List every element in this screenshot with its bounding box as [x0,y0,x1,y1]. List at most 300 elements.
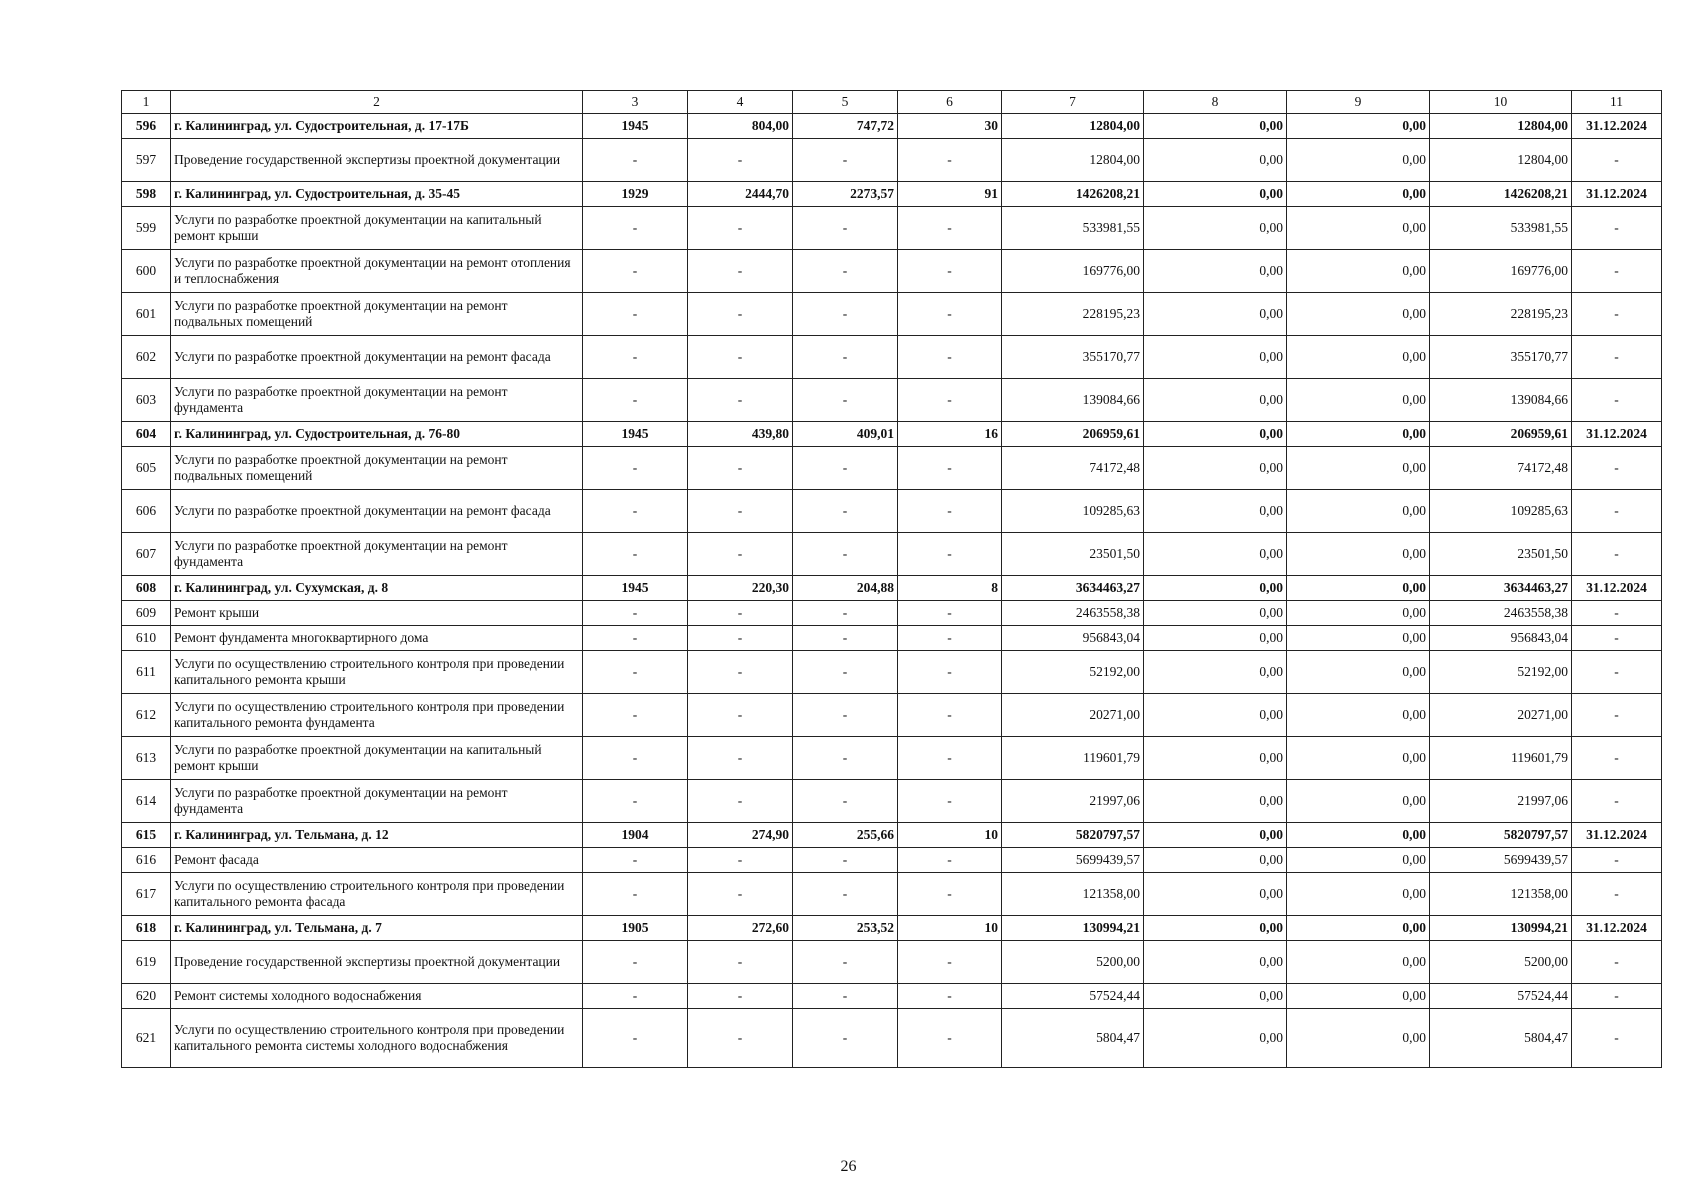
col-3-cell: - [583,447,688,490]
col-6-cell: - [898,651,1002,694]
col-10-cell: 1426208,21 [1430,182,1572,207]
col-10-cell: 121358,00 [1430,873,1572,916]
col-5-cell: 747,72 [793,114,898,139]
col-7-cell: 139084,66 [1002,379,1144,422]
row-number: 603 [122,379,171,422]
column-header-6: 6 [898,91,1002,114]
col-9-cell: 0,00 [1287,336,1430,379]
col-5-cell: - [793,601,898,626]
col-8-cell: 0,00 [1144,293,1287,336]
col-11-cell: - [1572,737,1662,780]
work-description: Услуги по разработке проектной документации на ремонт отопления и теплоснабжения [171,250,583,293]
col-11-cell: 31.12.2024 [1572,576,1662,601]
page-number: 26 [840,1158,857,1175]
row-number: 605 [122,447,171,490]
col-10-cell: 139084,66 [1430,379,1572,422]
column-header-7: 7 [1002,91,1144,114]
col-11-cell: - [1572,694,1662,737]
row-number: 621 [122,1009,171,1068]
col-4-cell: 272,60 [688,916,793,941]
col-9-cell: 0,00 [1287,941,1430,984]
col-10-cell: 5820797,57 [1430,823,1572,848]
col-4-cell: - [688,447,793,490]
table-body [122,114,1662,1068]
col-8-cell: 0,00 [1144,422,1287,447]
col-8-cell: 0,00 [1144,941,1287,984]
col-9-cell: 0,00 [1287,447,1430,490]
col-9-cell: 0,00 [1287,422,1430,447]
col-5-cell: - [793,336,898,379]
col-4-cell: - [688,941,793,984]
col-7-cell: 23501,50 [1002,533,1144,576]
column-header-8: 8 [1144,91,1287,114]
row-number: 596 [122,114,171,139]
work-description: г. Калининград, ул. Тельмана, д. 7 [171,916,583,941]
col-6-cell: - [898,694,1002,737]
col-8-cell: 0,00 [1144,490,1287,533]
work-item-row [122,737,1662,780]
col-8-cell: 0,00 [1144,250,1287,293]
col-5-cell: - [793,873,898,916]
col-9-cell: 0,00 [1287,576,1430,601]
col-10-cell: 533981,55 [1430,207,1572,250]
col-10-cell: 355170,77 [1430,336,1572,379]
row-number: 617 [122,873,171,916]
col-4-cell: - [688,737,793,780]
col-5-cell: - [793,984,898,1009]
col-11-cell: - [1572,1009,1662,1068]
col-7-cell: 228195,23 [1002,293,1144,336]
row-number: 611 [122,651,171,694]
work-description: Услуги по разработке проектной документации на ремонт подвальных помещений [171,293,583,336]
col-7-cell: 52192,00 [1002,651,1144,694]
work-item-row [122,250,1662,293]
col-10-cell: 5200,00 [1430,941,1572,984]
work-item-row [122,293,1662,336]
col-8-cell: 0,00 [1144,848,1287,873]
col-6-cell: - [898,207,1002,250]
col-10-cell: 23501,50 [1430,533,1572,576]
col-11-cell: - [1572,780,1662,823]
col-9-cell: 0,00 [1287,873,1430,916]
col-10-cell: 169776,00 [1430,250,1572,293]
work-description: Ремонт фасада [171,848,583,873]
col-11-cell: - [1572,651,1662,694]
col-3-cell: - [583,250,688,293]
col-7-cell: 130994,21 [1002,916,1144,941]
col-8-cell: 0,00 [1144,823,1287,848]
col-3-cell: - [583,601,688,626]
col-9-cell: 0,00 [1287,293,1430,336]
column-header-11: 11 [1572,91,1662,114]
col-5-cell: 204,88 [793,576,898,601]
col-3-cell: - [583,293,688,336]
col-7-cell: 21997,06 [1002,780,1144,823]
work-description: Услуги по разработке проектной документации на капитальный ремонт крыши [171,207,583,250]
col-3-cell: 1929 [583,182,688,207]
row-number: 618 [122,916,171,941]
col-9-cell: 0,00 [1287,1009,1430,1068]
col-6-cell: - [898,780,1002,823]
col-11-cell: 31.12.2024 [1572,823,1662,848]
col-11-cell: - [1572,533,1662,576]
row-number: 613 [122,737,171,780]
column-header-9: 9 [1287,91,1430,114]
address-row [122,823,1662,848]
col-6-cell: - [898,737,1002,780]
col-4-cell: 274,90 [688,823,793,848]
col-5-cell: - [793,737,898,780]
col-9-cell: 0,00 [1287,139,1430,182]
col-4-cell: - [688,533,793,576]
col-11-cell: - [1572,873,1662,916]
work-item-row [122,694,1662,737]
col-6-cell: 91 [898,182,1002,207]
col-4-cell: - [688,984,793,1009]
col-3-cell: - [583,533,688,576]
col-10-cell: 20271,00 [1430,694,1572,737]
col-11-cell: - [1572,379,1662,422]
work-description: Услуги по разработке проектной документации на ремонт фасада [171,336,583,379]
col-3-cell: 1945 [583,114,688,139]
col-9-cell: 0,00 [1287,626,1430,651]
col-3-cell: - [583,379,688,422]
col-5-cell: - [793,626,898,651]
col-9-cell: 0,00 [1287,250,1430,293]
col-4-cell: - [688,601,793,626]
col-4-cell: - [688,1009,793,1068]
col-9-cell: 0,00 [1287,984,1430,1009]
column-header-5: 5 [793,91,898,114]
col-7-cell: 355170,77 [1002,336,1144,379]
col-10-cell: 130994,21 [1430,916,1572,941]
col-3-cell: - [583,626,688,651]
work-description: Услуги по разработке проектной документации на ремонт фундамента [171,379,583,422]
col-5-cell: - [793,694,898,737]
col-6-cell: - [898,139,1002,182]
col-3-cell: - [583,490,688,533]
work-item-row [122,490,1662,533]
work-item-row [122,336,1662,379]
work-description: г. Калининград, ул. Судостроительная, д. 76-80 [171,422,583,447]
column-number-header-row [122,91,1662,114]
col-8-cell: 0,00 [1144,447,1287,490]
col-11-cell: - [1572,336,1662,379]
col-3-cell: - [583,984,688,1009]
col-5-cell: - [793,250,898,293]
col-7-cell: 121358,00 [1002,873,1144,916]
row-number: 604 [122,422,171,447]
col-6-cell: - [898,1009,1002,1068]
col-3-cell: - [583,873,688,916]
row-number: 620 [122,984,171,1009]
work-description: Проведение государственной экспертизы проектной документации [171,941,583,984]
work-item-row [122,984,1662,1009]
col-9-cell: 0,00 [1287,916,1430,941]
col-5-cell: 409,01 [793,422,898,447]
col-4-cell: - [688,207,793,250]
col-10-cell: 228195,23 [1430,293,1572,336]
col-7-cell: 5804,47 [1002,1009,1144,1068]
row-number: 610 [122,626,171,651]
address-row [122,182,1662,207]
row-number: 615 [122,823,171,848]
col-5-cell: - [793,490,898,533]
work-item-row [122,139,1662,182]
col-11-cell: 31.12.2024 [1572,182,1662,207]
col-11-cell: 31.12.2024 [1572,114,1662,139]
work-description: Услуги по осуществлению строительного контроля при проведении капитального ремонта крыши [171,651,583,694]
capital-repair-table [121,90,1662,1068]
col-5-cell: - [793,207,898,250]
col-5-cell: - [793,447,898,490]
row-number: 609 [122,601,171,626]
col-7-cell: 956843,04 [1002,626,1144,651]
work-item-row [122,651,1662,694]
col-6-cell: 30 [898,114,1002,139]
col-11-cell: - [1572,447,1662,490]
row-number: 599 [122,207,171,250]
col-5-cell: 253,52 [793,916,898,941]
col-11-cell: - [1572,250,1662,293]
work-item-row [122,780,1662,823]
work-description: Услуги по разработке проектной документации на ремонт фасада [171,490,583,533]
col-11-cell: - [1572,139,1662,182]
col-9-cell: 0,00 [1287,848,1430,873]
col-6-cell: - [898,984,1002,1009]
address-row [122,422,1662,447]
col-6-cell: - [898,601,1002,626]
row-number: 614 [122,780,171,823]
col-7-cell: 3634463,27 [1002,576,1144,601]
col-8-cell: 0,00 [1144,984,1287,1009]
col-11-cell: - [1572,207,1662,250]
work-description: г. Калининград, ул. Судостроительная, д. 35-45 [171,182,583,207]
col-9-cell: 0,00 [1287,207,1430,250]
col-8-cell: 0,00 [1144,1009,1287,1068]
col-5-cell: - [793,1009,898,1068]
work-item-row [122,447,1662,490]
col-11-cell: - [1572,984,1662,1009]
col-6-cell: - [898,873,1002,916]
col-7-cell: 20271,00 [1002,694,1144,737]
col-8-cell: 0,00 [1144,780,1287,823]
col-5-cell: - [793,848,898,873]
col-4-cell: - [688,651,793,694]
col-11-cell: - [1572,293,1662,336]
col-8-cell: 0,00 [1144,737,1287,780]
col-8-cell: 0,00 [1144,207,1287,250]
col-3-cell: - [583,941,688,984]
col-10-cell: 57524,44 [1430,984,1572,1009]
col-6-cell: - [898,250,1002,293]
col-6-cell: 8 [898,576,1002,601]
col-7-cell: 57524,44 [1002,984,1144,1009]
col-9-cell: 0,00 [1287,601,1430,626]
work-item-row [122,848,1662,873]
col-6-cell: - [898,336,1002,379]
row-number: 602 [122,336,171,379]
col-9-cell: 0,00 [1287,182,1430,207]
col-10-cell: 119601,79 [1430,737,1572,780]
col-3-cell: 1905 [583,916,688,941]
col-5-cell: - [793,533,898,576]
col-9-cell: 0,00 [1287,694,1430,737]
col-8-cell: 0,00 [1144,916,1287,941]
col-8-cell: 0,00 [1144,379,1287,422]
col-4-cell: - [688,626,793,651]
col-5-cell: 255,66 [793,823,898,848]
col-7-cell: 119601,79 [1002,737,1144,780]
col-3-cell: - [583,207,688,250]
col-9-cell: 0,00 [1287,379,1430,422]
col-10-cell: 52192,00 [1430,651,1572,694]
col-11-cell: - [1572,848,1662,873]
col-9-cell: 0,00 [1287,737,1430,780]
col-3-cell: - [583,336,688,379]
work-description: г. Калининград, ул. Сухумская, д. 8 [171,576,583,601]
col-3-cell: - [583,651,688,694]
col-10-cell: 12804,00 [1430,139,1572,182]
col-5-cell: - [793,293,898,336]
col-10-cell: 21997,06 [1430,780,1572,823]
col-10-cell: 2463558,38 [1430,601,1572,626]
row-number: 597 [122,139,171,182]
col-3-cell: 1904 [583,823,688,848]
work-item-row [122,1009,1662,1068]
col-6-cell: - [898,848,1002,873]
col-10-cell: 956843,04 [1430,626,1572,651]
work-item-row [122,601,1662,626]
col-4-cell: - [688,873,793,916]
col-10-cell: 5699439,57 [1430,848,1572,873]
col-8-cell: 0,00 [1144,601,1287,626]
row-number: 616 [122,848,171,873]
col-8-cell: 0,00 [1144,182,1287,207]
row-number: 608 [122,576,171,601]
col-10-cell: 74172,48 [1430,447,1572,490]
work-item-row [122,873,1662,916]
col-8-cell: 0,00 [1144,651,1287,694]
col-4-cell: - [688,336,793,379]
col-11-cell: - [1572,626,1662,651]
work-description: г. Калининград, ул. Судостроительная, д. 17-17Б [171,114,583,139]
work-item-row [122,941,1662,984]
col-7-cell: 12804,00 [1002,114,1144,139]
row-number: 612 [122,694,171,737]
col-4-cell: - [688,293,793,336]
address-row [122,576,1662,601]
col-6-cell: 16 [898,422,1002,447]
col-3-cell: - [583,139,688,182]
col-6-cell: - [898,490,1002,533]
col-10-cell: 206959,61 [1430,422,1572,447]
work-description: Услуги по разработке проектной документации на ремонт фундамента [171,533,583,576]
col-5-cell: - [793,139,898,182]
col-4-cell: - [688,848,793,873]
col-8-cell: 0,00 [1144,336,1287,379]
col-6-cell: - [898,293,1002,336]
col-7-cell: 5820797,57 [1002,823,1144,848]
row-number: 619 [122,941,171,984]
col-4-cell: - [688,694,793,737]
col-9-cell: 0,00 [1287,533,1430,576]
col-8-cell: 0,00 [1144,873,1287,916]
col-6-cell: 10 [898,823,1002,848]
work-item-row [122,533,1662,576]
col-3-cell: - [583,694,688,737]
row-number: 607 [122,533,171,576]
col-7-cell: 5200,00 [1002,941,1144,984]
col-4-cell: - [688,139,793,182]
col-8-cell: 0,00 [1144,533,1287,576]
col-5-cell: - [793,941,898,984]
col-11-cell: - [1572,941,1662,984]
work-description: Услуги по осуществлению строительного контроля при проведении капитального ремонта фундамента [171,694,583,737]
col-11-cell: - [1572,601,1662,626]
col-4-cell: 220,30 [688,576,793,601]
row-number: 606 [122,490,171,533]
col-10-cell: 109285,63 [1430,490,1572,533]
column-header-10: 10 [1430,91,1572,114]
row-number: 598 [122,182,171,207]
row-number: 600 [122,250,171,293]
col-8-cell: 0,00 [1144,139,1287,182]
col-10-cell: 12804,00 [1430,114,1572,139]
work-item-row [122,207,1662,250]
col-7-cell: 5699439,57 [1002,848,1144,873]
work-description: Услуги по разработке проектной документации на ремонт фундамента [171,780,583,823]
col-5-cell: - [793,780,898,823]
col-8-cell: 0,00 [1144,114,1287,139]
work-description: Услуги по осуществлению строительного контроля при проведении капитального ремонта системы холодного водоснабжения [171,1009,583,1068]
col-3-cell: - [583,1009,688,1068]
col-6-cell: - [898,941,1002,984]
col-9-cell: 0,00 [1287,114,1430,139]
col-3-cell: - [583,780,688,823]
work-description: Услуги по разработке проектной документации на ремонт подвальных помещений [171,447,583,490]
row-number: 601 [122,293,171,336]
col-11-cell: - [1572,490,1662,533]
address-row [122,916,1662,941]
col-9-cell: 0,00 [1287,780,1430,823]
col-7-cell: 2463558,38 [1002,601,1144,626]
work-item-row [122,379,1662,422]
work-item-row [122,626,1662,651]
col-5-cell: 2273,57 [793,182,898,207]
col-4-cell: 2444,70 [688,182,793,207]
col-5-cell: - [793,651,898,694]
col-9-cell: 0,00 [1287,651,1430,694]
col-9-cell: 0,00 [1287,490,1430,533]
work-description: Проведение государственной экспертизы проектной документации [171,139,583,182]
column-header-2: 2 [171,91,583,114]
column-header-4: 4 [688,91,793,114]
col-8-cell: 0,00 [1144,626,1287,651]
col-7-cell: 12804,00 [1002,139,1144,182]
col-3-cell: 1945 [583,576,688,601]
col-11-cell: 31.12.2024 [1572,916,1662,941]
col-8-cell: 0,00 [1144,576,1287,601]
column-header-1: 1 [122,91,171,114]
col-9-cell: 0,00 [1287,823,1430,848]
col-3-cell: - [583,737,688,780]
col-6-cell: - [898,379,1002,422]
col-7-cell: 1426208,21 [1002,182,1144,207]
address-row [122,114,1662,139]
col-4-cell: - [688,780,793,823]
work-description: Услуги по разработке проектной документации на капитальный ремонт крыши [171,737,583,780]
